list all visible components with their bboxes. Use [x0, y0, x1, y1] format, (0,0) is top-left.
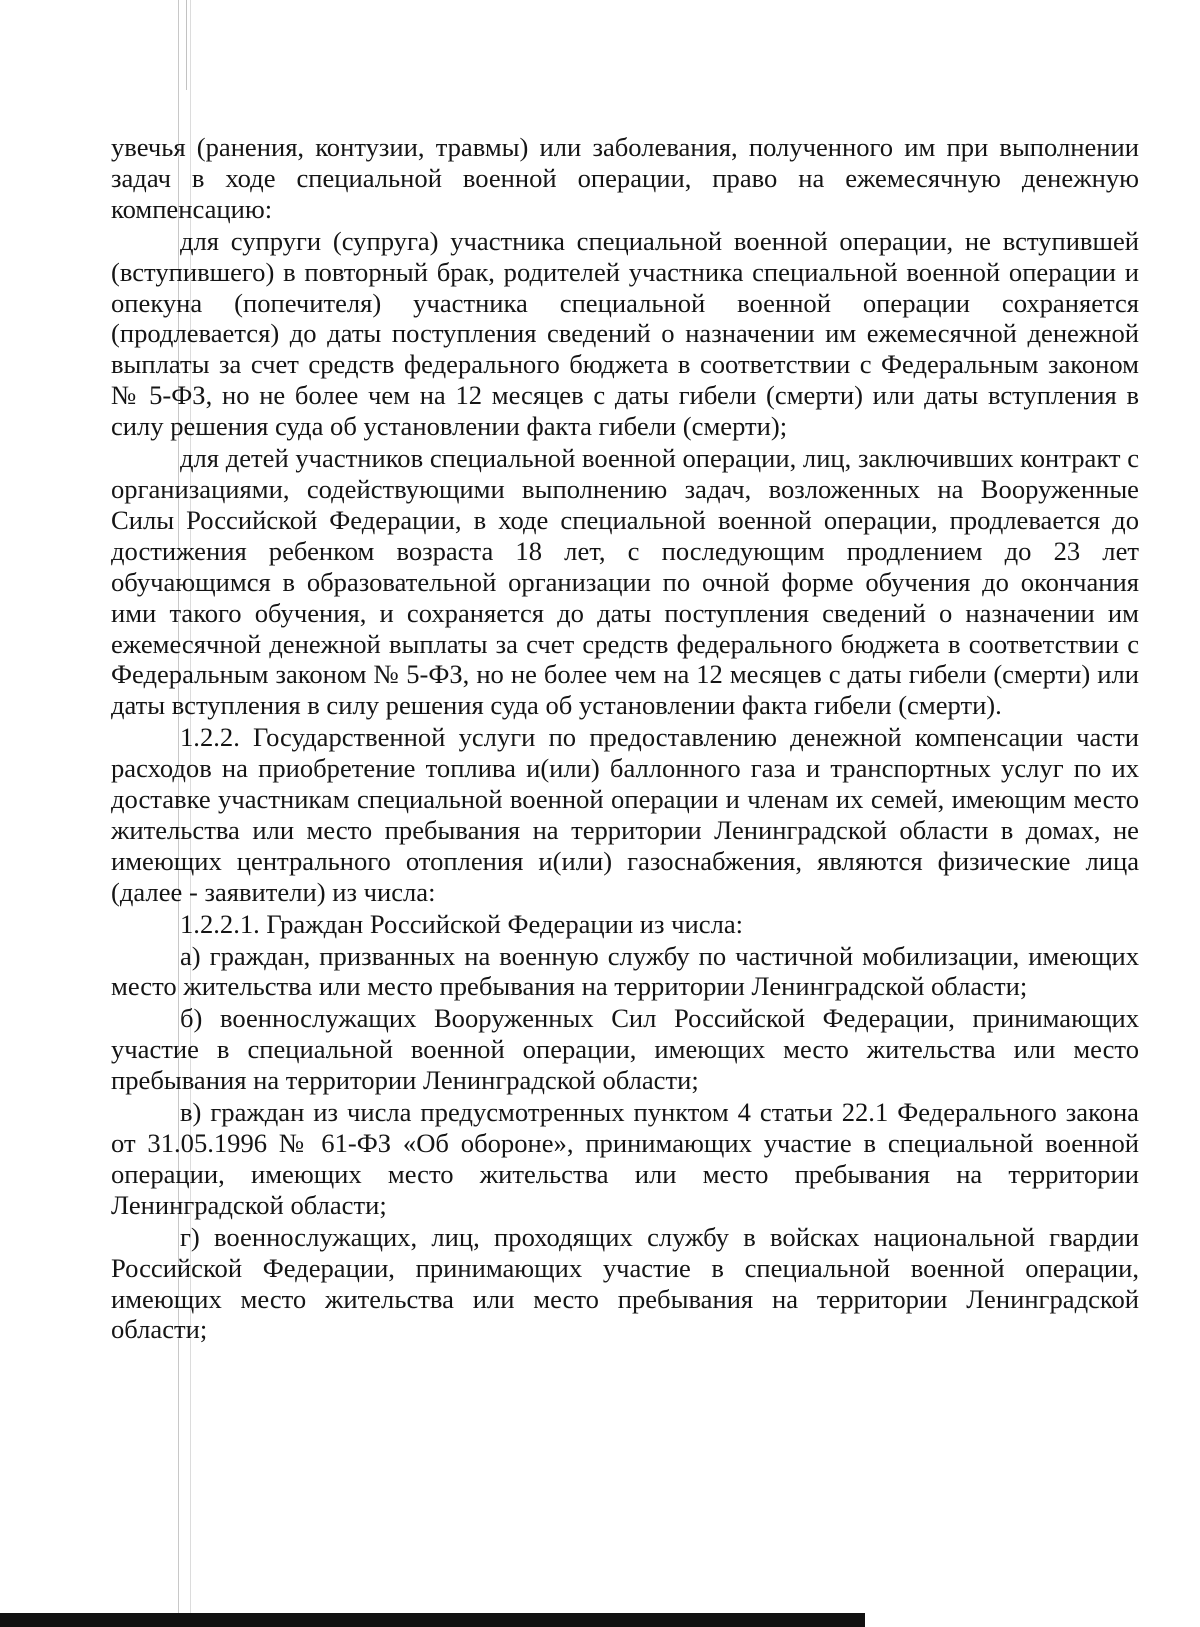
- document-body: [111, 132, 1139, 1346]
- paragraph-continuation: увечья (ранения, контузии, травмы) или заболевания, полученного им при выполнении задач в ходе специальной военной операции, право на ежемесячную денежную компенсацию:: [111, 132, 1139, 224]
- list-item-b: б) военнослужащих Вооруженных Сил Российской Федерации, принимающих участие в специальной военной операции, имеющих место жительства или место пребывания на территории Ленинградской области;: [111, 1003, 1139, 1096]
- paragraph-1-2-2: 1.2.2. Государственной услуги по предоставлению денежной компенсации части расходов на приобретение топлива и(или) баллонного газа и транспортных услуг по их доставке участникам специальной военной операции и членам их семей, имеющим место жительства или место пребывания на территории Ленинградской области в домах, не имеющих центрального отопления и(или) газоснабжения, являются физические лица (далее - заявители) из числа:: [111, 722, 1139, 907]
- list-item-a: а) граждан, призванных на военную службу по частичной мобилизации, имеющих место жительства или место пребывания на территории Ленинградской области;: [111, 940, 1139, 1002]
- list-item-g: г) военнослужащих, лиц, проходящих службу в войсках национальной гвардии Российской Федерации, принимающих участие в специальной военной операции, имеющих место жительства или место пребывания на территории Ленинградской области;: [111, 1221, 1139, 1345]
- paragraph-spouse-parents: для супруги (супруга) участника специальной военной операции, не вступившей (вступившего) в повторный брак, родителей участника специальной военной операции и опекуна (попечителя) участника специальной военной операции сохраняется (продлевается) до даты поступления сведений о назначении им ежемесячной денежной выплаты за счет средств федерального бюджета в соответствии с Федеральным законом № 5-ФЗ, но не более чем на 12 месяцев с даты гибели (смерти) или даты вступления в силу решения суда об установлении факта гибели (смерти);: [111, 225, 1139, 442]
- scan-artifact-line: [186, 0, 187, 90]
- paragraph-1-2-2-1: 1.2.2.1. Граждан Российской Федерации из числа:: [180, 908, 744, 939]
- list-item-v: в) граждан из числа предусмотренных пунктом 4 статьи 22.1 Федерального закона от 31.05.1996 № 61-ФЗ «Об обороне», принимающих участие в специальной военной операции, имеющих место жительства или место пребывания на территории Ленинградской области;: [111, 1097, 1139, 1220]
- scan-bottom-band: [0, 1613, 865, 1627]
- paragraph-children: для детей участников специальной военной операции, лиц, заключивших контракт с организациями, содействующими выполнению задач, возложенных на Вооруженные Силы Российской Федерации, в ходе специальной военной операции, продлевается до достижения ребенком возраста 18 лет, с последующим продлением до 23 лет обучающимся в образовательной организации по очной форме обучения до окончания ими такого обучения, и сохраняется до даты поступления сведений о назначении им ежемесячной денежной выплаты за счет средств федерального бюджета в соответствии с Федеральным законом № 5-ФЗ, но не более чем на 12 месяцев с даты гибели (смерти) или даты вступления в силу решения суда об установлении факта гибели (смерти).: [111, 443, 1139, 721]
